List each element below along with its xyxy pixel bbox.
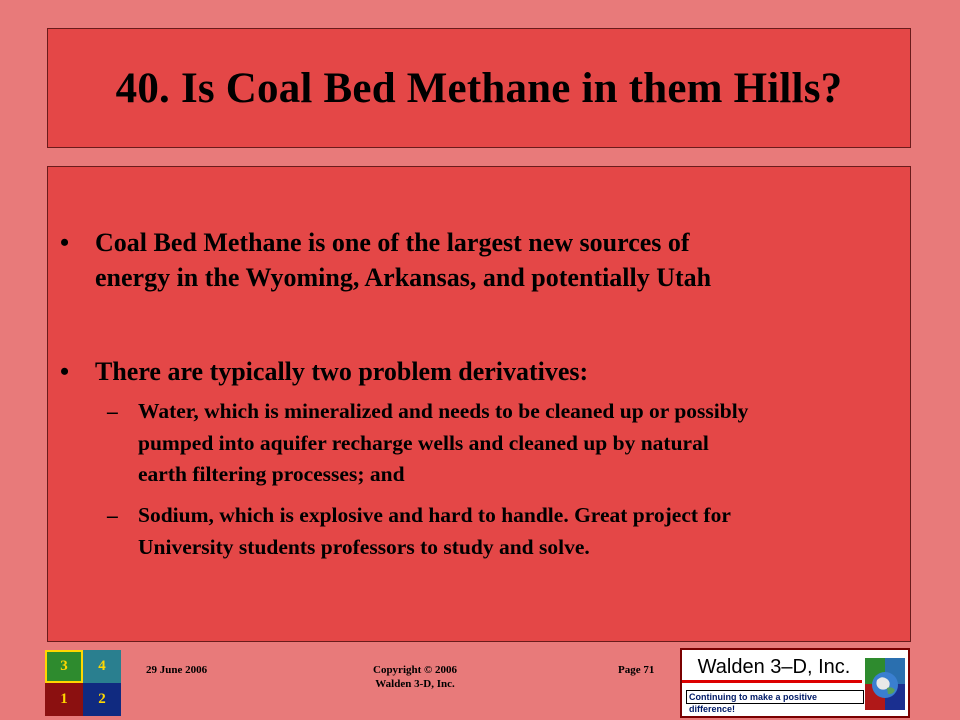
nav-cell-2[interactable]: 2 [83,683,121,716]
sub-bullet-text [138,500,908,563]
company-logo [680,648,910,718]
sub-bullet-dash: – [107,399,118,423]
sub-bullet-line: Water, which is mineralized and needs to be cleaned up or possibly [138,399,749,423]
copyright-line: Copyright © 2006 [373,664,457,676]
bullet-text [95,354,895,389]
slide-title: 40. Is Coal Bed Methane in them Hills? [115,64,843,112]
sub-bullet-line: pumped into aquifer recharge wells and cleaned up by natural [138,430,709,455]
nav-cell-1[interactable]: 1 [45,683,83,716]
company-name: Walden 3–D, Inc. [697,656,851,678]
title-panel [47,28,911,148]
bullet-dot: • [60,228,70,257]
company-tagline: Continuing to make a positive difference! [686,690,864,704]
footer-page-number: Page 71 [618,664,655,676]
footer-date: 29 June 2006 [146,664,208,676]
content-panel [47,166,911,642]
sub-bullet-line: University students professors to study and solve. [138,534,590,559]
logo-divider [682,680,862,683]
sub-bullet-text [138,396,908,491]
globe-icon [865,658,905,710]
bullet-line: energy in the Wyoming, Arkansas, and potentially Utah [95,263,712,292]
bullet-line: There are typically two problem derivatives: [95,357,589,386]
footer-copyright [365,663,465,691]
bullet-text [95,225,895,295]
nav-cell-4[interactable]: 4 [83,650,121,683]
copyright-line: Walden 3-D, Inc. [375,678,455,690]
nav-cell-3[interactable]: 3 [45,650,83,683]
sub-bullet-line: Sodium, which is explosive and hard to handle. Great project for [138,503,731,527]
nav-logo-grid [45,650,121,716]
bullet-line: Coal Bed Methane is one of the largest new sources of [95,228,690,257]
sub-bullet-line: earth filtering processes; and [138,462,405,486]
sub-bullet-dash: – [107,503,118,527]
bullet-dot: • [60,357,70,386]
